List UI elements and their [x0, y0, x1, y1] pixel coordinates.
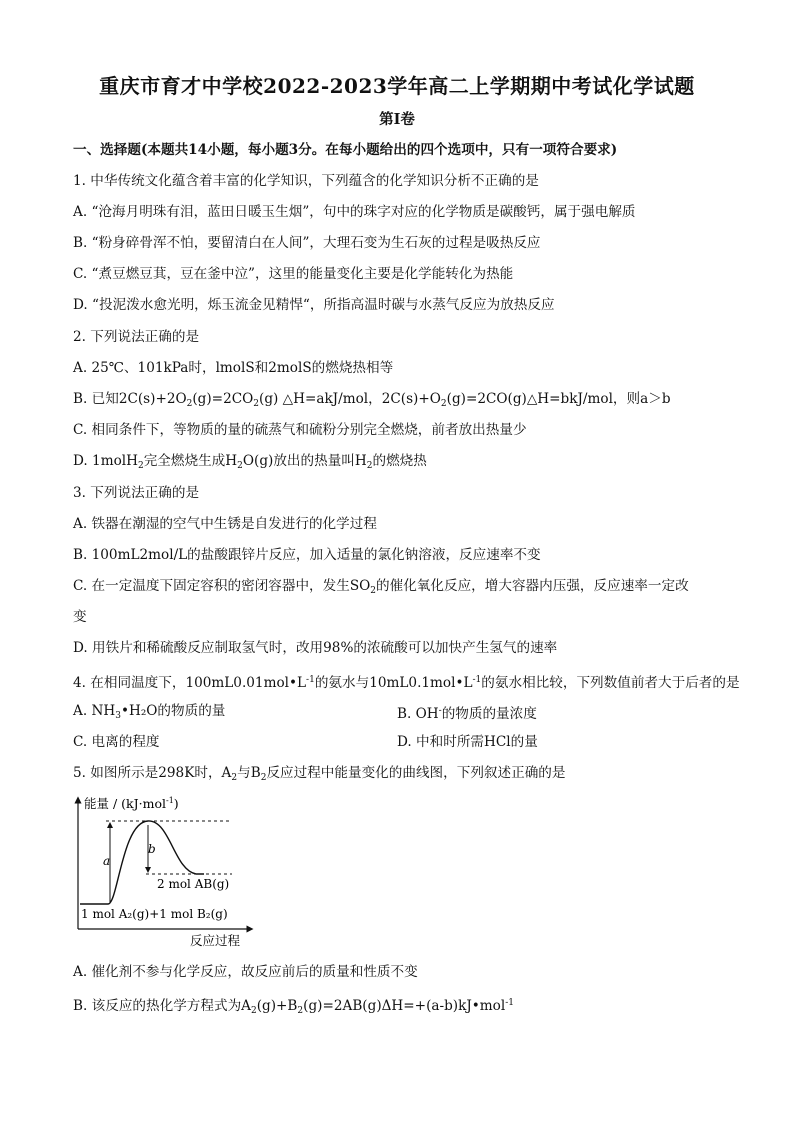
q2-stem: 2. 下列说法正确的是 — [73, 329, 200, 345]
page-title: 重庆市育才中学校2022-2023学年高二上学期期中考试化学试题 — [99, 74, 695, 98]
q1-option-d: D. “投泥泼水愈光明，烁玉流金见精悍“，所指高温时碳与水蒸气反应为放热反应 — [73, 297, 555, 313]
q3-option-d: D. 用铁片和稀硫酸反应制取氢气时，改用98%的浓硫酸可以加快产生氢气的速率 — [73, 640, 558, 656]
q1-option-b: B. “粉身碎骨浑不怕，要留清白在人间”，大理石变为生石灰的过程是吸热反应 — [73, 235, 541, 251]
q4-option-d: D. 中和时所需HCl的量 — [397, 734, 538, 750]
label-b: b — [148, 842, 156, 856]
q3-option-b: B. 100mL2mol/L的盐酸跟锌片反应，加入适量的氯化钠溶液，反应速率不变 — [73, 547, 541, 563]
q4-stem: 4. 在相同温度下，$100mL0.01mol•L^{-1}$的氨水与$10mL0.1mol•L^{-1}$的氨水相比较，下列数值前者大于后者的是 — [73, 675, 740, 691]
product-label: 2 mol AB(g) — [157, 877, 230, 891]
q1-stem: 1. 中华传统文化蕴含着丰富的化学知识，下列蕴含的化学知识分析不正确的是 — [73, 173, 539, 189]
reactant-label: 1 mol A₂(g)+1 mol B₂(g) — [81, 907, 228, 921]
q3-option-c-cont: 变 — [73, 609, 87, 625]
diagram-xlabel: 反应过程 — [190, 933, 241, 948]
q4-option-c: C. 电离的程度 — [73, 734, 160, 750]
q5-option-a: A. 催化剂不参与化学反应，故反应前后的质量和性质不变 — [73, 964, 418, 980]
q3-option-c: C. 在一定温度下固定容积的密闭容器中，发生$SO_2$的催化氧化反应，增大容器内压强，反应速率一定改 — [73, 578, 689, 596]
q1-option-c: C. “煮豆燃豆萁，豆在釜中泣”，这里的能量变化主要是化学能转化为热能 — [73, 266, 514, 282]
volume-heading: 第I卷 — [379, 111, 415, 128]
diagram-ylabel: 能量 / (kJ·mol$^{-1}$) — [84, 796, 179, 811]
q2-option-a: A. 25℃、101kPa时，lmolS和2molS的燃烧热相等 — [73, 360, 394, 376]
energy-diagram — [70, 792, 270, 952]
q2-option-c: C. 相同条件下，等物质的量的硫蒸气和硫粉分别完全燃烧，前者放出热量少 — [73, 422, 527, 438]
q4-option-b: B. OH-的物质的量浓度 — [397, 706, 537, 722]
q5-option-b: B. 该反应的热化学方程式为$A_2(g)+B_2(g)=2AB(g)\Delta H=+(a-b)kJ•mol^{-1}$ — [73, 998, 514, 1016]
energy-curve — [80, 821, 204, 904]
q3-stem: 3. 下列说法正确的是 — [73, 485, 200, 501]
section-heading: 一、选择题(本题共14小题，每小题3分。在每小题给出的四个选项中，只有一项符合要求) — [73, 142, 618, 158]
q5-stem: 5. 如图所示是298K时，$A_2$与$B_2$反应过程中能量变化的曲线图，下列叙述正确的是 — [73, 765, 566, 783]
q4-option-a: A. $NH_3•H_2O$的物质的量 — [73, 703, 226, 721]
q3-option-a: A. 铁器在潮湿的空气中生锈是自发进行的化学过程 — [73, 516, 377, 532]
label-a: a — [103, 854, 111, 868]
q2-option-d: D. 1molH$_2$完全燃烧生成$H_2O(g)$放出的热量叫$H_2$的燃烧热 — [73, 453, 427, 471]
q2-option-b: B. 已知$2C(s)+2O_2(g)=2CO_2(g)$ △H=akJ/mol，$2C(s)+O_2(g)=2CO(g)\triangle H=bkJ$/mol，则a＞b — [73, 391, 671, 409]
q1-option-a: A. “沧海月明珠有泪，蓝田日暖玉生烟”，句中的珠字对应的化学物质是碳酸钙，属于强电解质 — [73, 204, 636, 220]
